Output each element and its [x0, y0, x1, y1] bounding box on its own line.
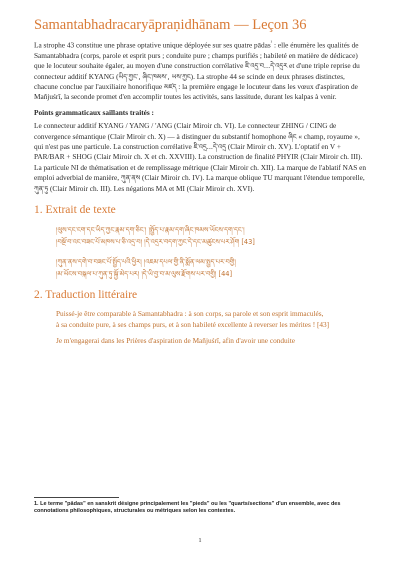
translation-stanza-43: [34, 309, 366, 330]
tibetan-inline: ཀུན་ནས: [120, 174, 141, 183]
tibetan-inline: ཞིང: [288, 132, 297, 141]
points-text: « champ, royaume », qui n'est pas une particule. La construction corrélative: [34, 131, 360, 152]
page-title: Samantabhadracaryāpraṇidhānam — Leçon 36: [34, 17, 307, 33]
intro-text: et d'une triple reprise du connecteur additif KYANG (: [34, 61, 360, 81]
footnote: [34, 497, 366, 516]
intro-paragraph: [34, 39, 366, 103]
page-number: 1: [198, 537, 202, 544]
intro-text: La strophe 43 constitue une phrase optative unique déployée sur ses quatre pādas: [34, 40, 271, 50]
tibetan-inline: ཀུན་ཏུ: [34, 184, 49, 193]
footnote-divider: [34, 497, 119, 498]
translation-stanza-44: Je m'engagerai dans les Prières d'aspiration de Mañjuśrī, afin d'avoir une conduite: [56, 335, 295, 345]
points-heading: Points grammaticaux saillants traités :: [34, 107, 154, 117]
points-text: (Clair Miroir ch. III). Les négations MA et MI (Clair Miroir ch. XVI).: [48, 183, 255, 193]
points-text: (Clair Miroir ch. XV). L'optatif en V + PAR/BAR + SHOG (Clair Miroir ch. X et ch. XXVIII). La construction de finalité PHYIR (Clair Miroir ch. III). La particule NI de thématisation et de remplissage métrique (Clair Miroir ch. XII). La marque de l'ablatif NAS en emploi adverbial de manière,: [34, 142, 366, 183]
tibetan-inline: ཡིད་ཀྱང་, ཞིང་ཁམས་, ཡས་ཀྱང: [118, 72, 191, 81]
tibetan-verse-line: །ཀུན་ནས་དགེ་བ་བཟང་པོ་སྤྱོད་པའི་ཕྱིར། །འཇམ་དཔལ་གྱི་ནི་སྨོན་ལམ་སྤྱད་པར་བགྱི།: [56, 258, 236, 267]
points-paragraph: [34, 121, 366, 194]
tibetan-inline: མཛད: [163, 83, 177, 92]
translation-line: Puissé-je être comparable à Samantabhadra : à son corps, sa parole et son esprit immaculés,: [56, 309, 324, 319]
tibetan-stanza-44: [34, 256, 366, 280]
tibetan-verse-line: །བསྔོ་བ་འང་བཟང་པོ་མཁས་པ་ཅི་འདྲ་བ། །དེ་འདྲར་བདག་ཀྱང་དེ་དང་མཚུངས་པར་ཤོག [43]: [56, 238, 255, 247]
footnote-ref[interactable]: ¹: [270, 41, 273, 46]
intro-text: ). La strophe 44 se scinde en deux phrases distinctes, chacune conclue par l'auxiliaire honorifique: [34, 71, 345, 92]
tibetan-verse-line: །མ་ཡོངས་བསྐལ་པ་ཀུན་ཏུ་སྐྱོ་མེད་པར། །དེ་ཡི་བྱ་བ་མ་ལུས་རྫོགས་པར་བགྱི། [44]: [56, 270, 233, 279]
points-text: Le connecteur additif KYANG / YANG / 'ANG (Clair Miroir ch. VI). Le connecteur ZHING / CING de convergence sémantique (Clair Miroir ch. X) — à distinguer du substantif homophone: [34, 121, 337, 141]
tibetan-inline: ཇི་འདྲ་བ...དེ་འདྲར: [245, 62, 288, 71]
section-heading-translation: 2. Traduction littéraire: [34, 289, 138, 302]
points-text: (Clair Miroir ch. IV). La marque oblique TU marquant l'étendue temporelle,: [140, 173, 365, 183]
intro-text: : la première engage le locuteur dans les vœux d'aspiration de Mañjuśrī, la seconde promet d'en accomplir toutes les activités, sans lassitude, durant les kalpas à venir.: [34, 82, 358, 102]
intro-text: : elle énumère les qualités de Samantabhadra (corps, parole et esprit purs ; conduite pure ; champs purifiés ; habileté en matière de dédicace) que le locuteur souhaite égaler, au moyen d'une construction corrélative: [34, 40, 359, 71]
footnote-text: 1. Le terme "pādas" en sanskrit désigne principalement les "pieds" ou les "quarts/sections" d'un ensemble, avec des connotations philosophiques, structurales ou métriques selon les contextes.: [34, 501, 341, 515]
tibetan-stanza-43: [34, 224, 366, 248]
tibetan-inline: ཇི་འདྲ...དེ་འདྲ: [193, 143, 227, 152]
translation-line: à sa conduite pure, à ses champs purs, et à son habileté excellente à reverser les mérites ! [43]: [56, 319, 330, 329]
tibetan-verse-line: །ལུས་དང་ངག་དང་ཡིད་ཀྱང་རྣམ་དག་ཅིང༌། །སྤྱོད་པ་རྣམ་དག་ཞིང་ཁམས་ཡོངས་དག་དང༌།: [56, 226, 245, 235]
section-heading-extract: 1. Extrait de texte: [34, 204, 116, 217]
